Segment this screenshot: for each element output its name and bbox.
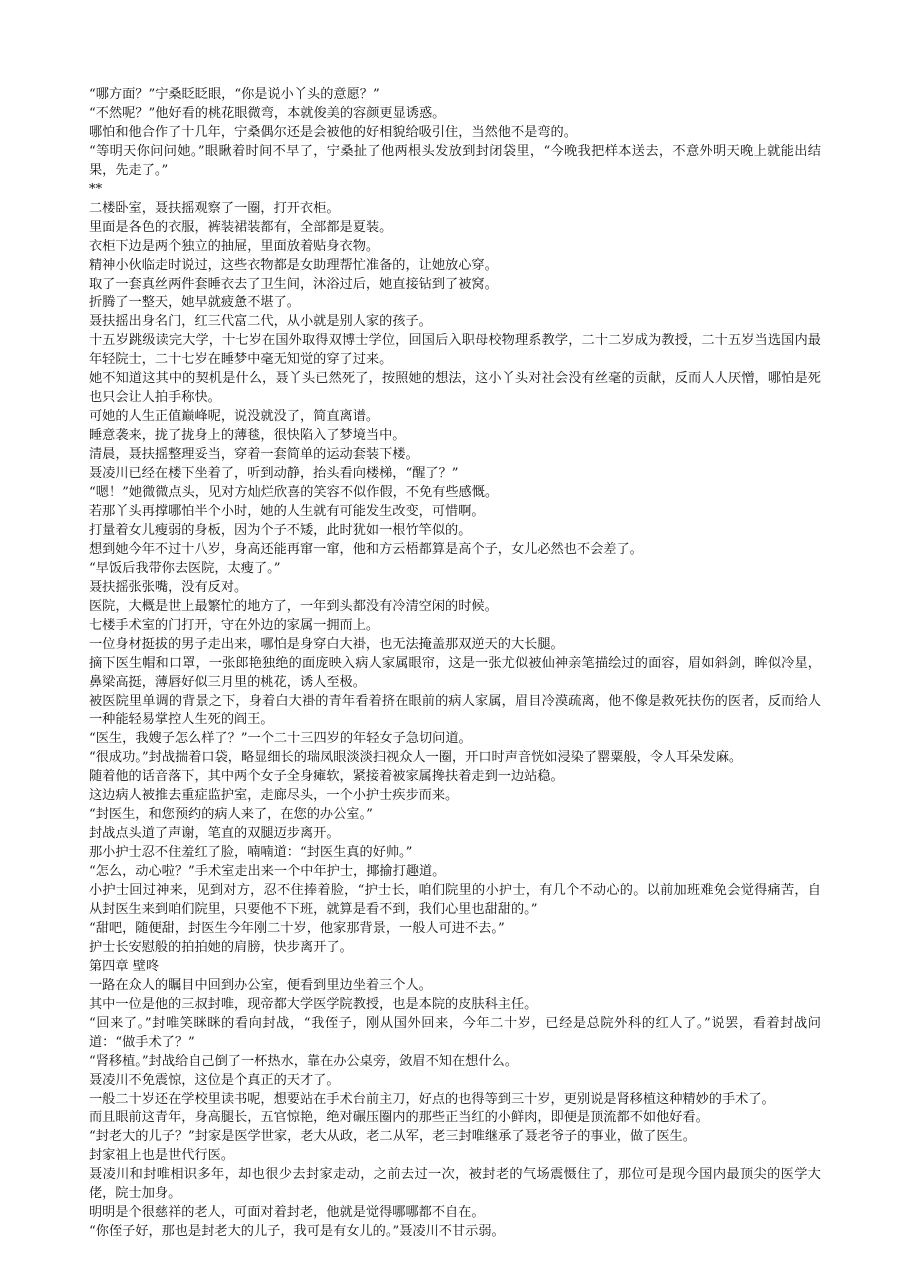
paragraph: 折腾了一整天，她早就疲惫不堪了。: [89, 295, 300, 311]
paragraph: “嗯！”她微微点头，见对方灿烂欣喜的笑容不似作假，不免有些感慨。: [89, 485, 499, 501]
paragraph: 可她的人生正值巅峰呢，说没就没了，简直离谱。: [89, 409, 380, 425]
paragraph: 随着他的话音落下，其中两个女子全身瘫软，紧接着被家属搀扶着走到一边站稳。: [89, 769, 564, 785]
paragraph: “肾移植。”封战给自己倒了一杯热水，靠在办公桌旁，敛眉不知在想什么。: [89, 1053, 518, 1069]
paragraph: “封老大的儿子？”封家是医学世家，老大从政，老二从军，老三封唯继承了聂老爷子的事业，做了医生。: [89, 1129, 696, 1145]
paragraph: 小护士回过神来，见到对方，忍不住捧着脸，“护士长，咱们院里的小护士，有几个不动心的。以前加班难免会觉得痛苦，自从封医生来到咱们院里，只要他不下班，就算是看不到，我们心里也甜甜的。”: [89, 883, 821, 917]
paragraph: “你侄子好，那也是封老大的儿子，我可是有女儿的。”聂凌川不甘示弱。: [89, 1224, 505, 1240]
paragraph: 那小护士忍不住羞红了脸，喃喃道：“封医生真的好帅。”: [89, 845, 413, 861]
paragraph: 医院，大概是世上最繁忙的地方了，一年到头都没有冷清空闲的时候。: [89, 598, 498, 614]
paragraph: 第四章 壁咚: [89, 958, 160, 974]
paragraph: “等明天你问问她。”眼瞅着时间不早了，宁桑扯了他两根头发放到封闭袋里，“今晚我把样本送去，不意外明天晚上就能出结果，先走了。”: [89, 143, 821, 178]
paragraph: 这边病人被推去重症监护室，走廊尽头，一个小护士疾步而来。: [89, 788, 459, 804]
paragraph: “哪方面？”宁桑眨眨眼，“你是说小丫头的意愿？”: [89, 87, 380, 102]
paragraph: 里面是各色的衣服，裤装裙装都有，全部都是夏装。: [89, 219, 393, 235]
paragraph: “很成功。”封战揣着口袋，略显细长的瑞凤眼淡淡扫视众人一圈，开口时声音恍如浸染了罂粟般，令人耳朵发麻。: [89, 750, 743, 766]
paragraph: 聂扶摇出身名门，红三代富二代，从小就是别人家的孩子。: [89, 314, 432, 330]
paragraph: 哪怕和他合作了十几年，宁桑偶尔还是会被他的好相貌给吸引住，当然他不是弯的。: [89, 124, 577, 140]
paragraph: 二楼卧室，聂扶摇观察了一圈，打开衣柜。: [89, 200, 340, 216]
paragraph: 一般二十岁还在学校里读书呢，想要站在手术台前主刀，好点的也得等到三十岁，更别说是肾移植这种精妙的手术了。: [89, 1091, 775, 1107]
paragraph: 被医院里单调的背景之下，身着白大褂的青年看着挤在眼前的病人家属，眉目冷漠疏离，他不像是救死扶伤的医者，反而给人一种能轻易掌控人生死的阎王。: [89, 693, 821, 728]
paragraph: 而且眼前这青年，身高腿长，五官惊艳，绝对碾压圈内的那些正当红的小鲜肉，即便是顶流都不如他好看。: [89, 1110, 709, 1126]
paragraph: 她不知道这其中的契机是什么，聂丫头已然死了，按照她的想法，这小丫头对社会没有丝毫的贡献，反而人人厌憎，哪怕是死也只会让人拍手称快。: [89, 371, 821, 406]
paragraph: 聂凌川和封唯相识多年，却也很少去封家走动，之前去过一次，被封老的气场震慑住了，那位可是现今国内最顶尖的医学大佬，院士加身。: [89, 1167, 821, 1202]
paragraph: 聂凌川不免震惊，这位是个真正的天才了。: [89, 1072, 340, 1088]
paragraph: 明明是个很慈祥的老人，可面对着封老，他就是觉得哪哪都不自在。: [89, 1205, 485, 1221]
paragraph: “不然呢？”他好看的桃花眼微弯，本就俊美的容颜更显诱惑。: [89, 105, 446, 121]
paragraph: 封战点头道了声谢，笔直的双腿迈步离开。: [89, 826, 340, 842]
paragraph: 一位身材挺拔的男子走出来，哪怕是身穿白大褂，也无法掩盖那双逆天的大长腿。: [89, 636, 564, 652]
paragraph: 若那丫头再撑哪怕半个小时，她的人生就有可能发生改变，可惜啊。: [89, 503, 485, 519]
document-page: [89, 86, 821, 1242]
paragraph: 聂扶摇张张嘴，没有反对。: [89, 579, 248, 595]
paragraph: “医生，我嫂子怎么样了？”一个二十三四岁的年轻女子急切问道。: [89, 731, 472, 747]
paragraph: “早饭后我带你去医院，太瘦了。”: [89, 560, 281, 576]
paragraph: 精神小伙临走时说过，这些衣物都是女助理帮忙准备的，让她放心穿。: [89, 257, 498, 273]
paragraph: 十五岁跳级读完大学，十七岁在国外取得双博士学位，回国后入职母校物理系教学，二十二岁成为教授，二十五岁当选国内最年轻院士，二十七岁在睡梦中毫无知觉的穿了过来。: [89, 333, 821, 368]
paragraph: 取了一套真丝两件套睡衣去了卫生间，沐浴过后，她直接钻到了被窝。: [89, 276, 498, 292]
paragraph: 护士长安慰般的拍拍她的肩膀，快步离开了。: [89, 939, 353, 955]
paragraph: 打量着女儿瘦弱的身板，因为个子不矮，此时犹如一根竹竿似的。: [89, 522, 472, 538]
paragraph: **: [89, 181, 103, 197]
paragraph: “回来了。”封唯笑眯眯的看向封战，“我侄子，刚从国外回来，今年二十岁，已经是总院外科的红人了。”说罢，看着封战问道：“做手术了？”: [89, 1015, 821, 1050]
paragraph: 封家祖上也是世代行医。: [89, 1148, 235, 1164]
paragraph: 聂凌川已经在楼下坐着了，听到动静，抬头看向楼梯，“醒了？”: [89, 466, 459, 482]
paragraph: “怎么，动心啦？”手术室走出来一个中年护士，揶揄打趣道。: [89, 864, 446, 880]
paragraph: 七楼手术室的门打开，守在外边的家属一拥而上。: [89, 617, 380, 633]
paragraph: 衣柜下边是两个独立的抽屉，里面放着贴身衣物。: [89, 238, 380, 254]
paragraph: 睡意袭来，拢了拢身上的薄毯，很快陷入了梦境当中。: [89, 428, 406, 444]
paragraph: “甜吧，随便甜，封医生今年刚二十岁，他家那背景，一般人可进不去。”: [89, 920, 505, 936]
paragraph: 一路在众人的瞩目中回到办公室，便看到里边坐着三个人。: [89, 977, 432, 993]
paragraph: 想到她今年不过十八岁，身高还能再窜一窜，他和方云梧都算是高个子，女儿必然也不会差了。: [89, 541, 643, 557]
paragraph: “封医生，和您预约的病人来了，在您的办公室。”: [89, 807, 373, 823]
paragraph: 其中一位是他的三叔封唯，现帝都大学医学院教授，也是本院的皮肤科主任。: [89, 996, 538, 1012]
paragraph: 摘下医生帽和口罩，一张郎艳独绝的面庞映入病人家属眼帘，这是一张尤似被仙神亲笔描绘过的面容，眉如斜剑，眸似冷星，鼻梁高挺，薄唇好似三月里的桃花，诱人至极。: [89, 655, 821, 690]
paragraph: 清晨，聂扶摇整理妥当，穿着一套简单的运动套装下楼。: [89, 447, 419, 463]
